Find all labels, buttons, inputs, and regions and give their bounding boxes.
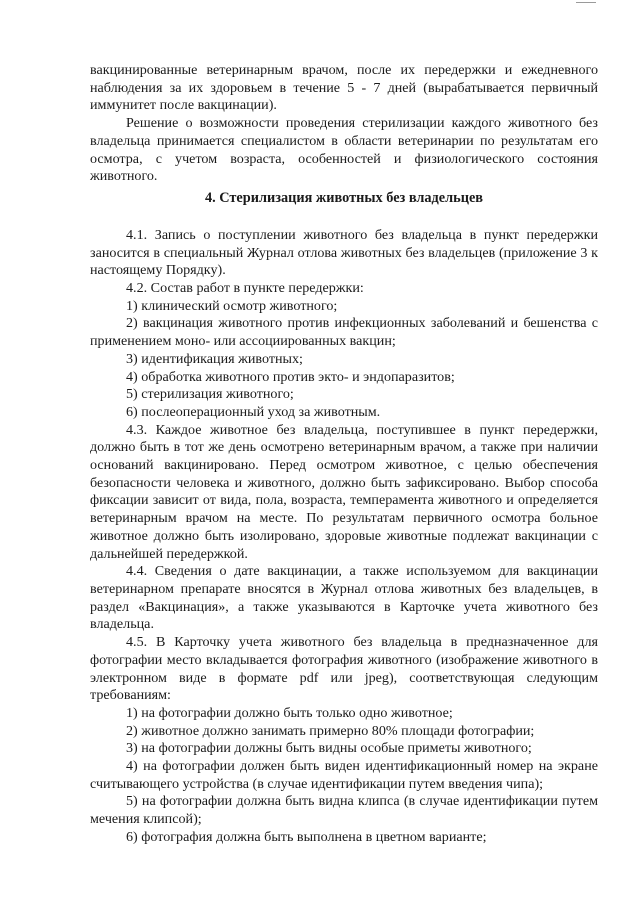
list-item: 4) на фотографии должен быть виден идентификационный номер на экране считывающего устройства (в случае идентификации путем введения чипа); [90,758,598,792]
paragraph-4-3: 4.3. Каждое животное без владельца, поступившее в пункт передержки, должно быть в тот же день осмотрено ветеринарным врачом, а также при наличии оснований вакцинировано. Перед осмотром животное, с целью обеспечения безопасности человека и животного, должно быть зафиксировано. Выбор способа фиксации зависит от вида, пола, возраста, темперамента животного и определяется ветеринарным врачом на месте. По результатам первичного осмотра больное животное должно быть изолировано, здоровые животные подлежат вакцинации с дальнейшей передержкой. [90,421,598,562]
list-item: 5) стерилизация животного; [126,386,294,403]
spacer [90,207,598,227]
list-item: 1) на фотографии должно быть только одно животное; [126,704,453,721]
list-item: 2) вакцинация животного против инфекционных заболеваний и бешенства с применением моно- или ассоциированных вакцин; [90,315,598,350]
list-item: 3) на фотографии должны быть видны особые приметы животного; [126,740,532,757]
list-item: 6) фотография должна быть выполнена в цветном варианте; [126,828,487,845]
list-item: 3) идентификация животных; [126,350,303,367]
paragraph-4-2-lead: 4.2. Состав работ в пункте передержки: [126,280,364,297]
document-body [90,62,598,847]
scan-mark [576,2,596,3]
paragraph-4-5-lead: 4.5. В Карточку учета животного без владельца в предназначенное для фотографии место вкладывается фотография животного (изображение животного в электронном виде в формате pdf или jpeg), соответствующая следующим требованиям: [90,634,598,704]
list-item: 5) на фотографии должна быть видна клипса (в случае идентификации путем мечения клипсой); [90,793,598,828]
paragraph-4-4: 4.4. Сведения о дате вакцинации, а также используемом для вакцинации ветеринарном препарате вносятся в Журнал отлова животных без владельцев, в раздел «Вакцинация», а также указываются в Карточке учета животного без владельца. [90,563,598,633]
list-item: 1) клинический осмотр животного; [126,297,338,314]
paragraph-4-1: 4.1. Запись о поступлении животного без владельца в пункт передержки заносится в специальный Журнал отлова животных без владельцев (приложение 3 к настоящему Порядку). [90,226,598,279]
intro-paragraph-sterilization-decision: Решение о возможности проведения стерилизации каждого животного без владельца принимается специалистом в области ветеринарии по результатам его осмотра, с учетом возраста, особенностей и физиологического состояния животного. [90,115,598,185]
intro-paragraph-continued: вакцинированные ветеринарным врачом, после их передержки и ежедневного наблюдения за их здоровьем в течение 5 - 7 дней (вырабатывается первичный иммунитет после вакцинации). [90,62,598,114]
list-item: 4) обработка животного против экто- и эндопаразитов; [126,368,455,385]
list-item: 2) животное должно занимать примерно 80% площади фотографии; [126,722,535,739]
list-item: 6) послеоперационный уход за животным. [126,403,381,420]
section-title: 4. Стерилизация животных без владельцев [204,189,484,206]
